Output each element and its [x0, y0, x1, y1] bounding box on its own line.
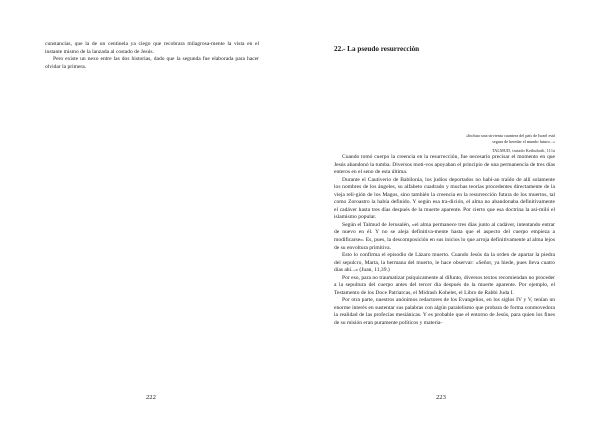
- right-paragraph-5: Por eso, para no traumatizar psíquicamente al difunto, diversos textos recomiendan no proceder a la sepultura del cuerpo antes del tercer día después de la muerte aparente. Por ejemplo, el Testamento de los Doce Patriarcas, el Midrash Kohelet, el Libro de Rabbi Juda I.: [334, 274, 555, 296]
- right-page-number: 223: [436, 394, 446, 401]
- epigraph-source: TALMUD, tratado Kethuboth, 111a: [491, 147, 555, 153]
- left-paragraph-1: cunstancias, que la de un centinela ya ciego que recobrara milagrosa-mente la vista en el instante mismo de la lanzada al costado de Jesús.: [45, 41, 259, 55]
- right-page-body: [334, 154, 555, 328]
- left-page-number: 222: [146, 394, 156, 401]
- chapter-title: 22.- La pseudo resurrección: [334, 45, 420, 53]
- right-paragraph-1: Cuando tomó cuerpo la creencia en la resurrección, fue necesario precisar el momento en que Jesús abandonó la tumba. Diversos moti-vos apoyaban el principio de una permanencia de tres días enteros en el seno de esta última.: [334, 154, 555, 176]
- epigraph: [455, 133, 555, 154]
- epigraph-quote: «Incluso una sirvienta cuantera del país de Israel está segura de heredar el mundo futuro...»: [465, 133, 555, 145]
- right-paragraph-2: Durante el Cautiverio de Babilonia, los judíos deportados no habí-an traído de allí solamente los nombres de los ángeles, su alfabeto cuadrado y muchas teorías procedentes directamente de la vieja reli-gión de los Magos, sino también la creencia en la resurrección futura de los muertos, tal como Zoroastro la había definido. Y según esa tra-dición, el alma no abandonaba definitivamente el cadáver hasta tres días después de la muerte aparente. Por cierto que esa doctrina la asi-miló el islamismo popular.: [334, 176, 555, 221]
- left-paragraph-2: Pero existe un nexo entre las dos historias, dado que la segunda fue elaborada para hacer olvidar la primera.: [45, 56, 259, 70]
- left-page-body: [45, 41, 259, 71]
- right-paragraph-3: Según el Talmud de Jerusalén, «el alma permanece tres días junto al cadáver, intentando entrar de nuevo en él. Y no se aleja definitiva-mente hasta que el aspecto del cuerpo empieza a modificarse». Es, pues, la descomposición en sus inicios lo que arroja definitivamente al alma lejos de su envoltura primitiva.: [334, 221, 555, 251]
- right-paragraph-4: Esto lo confirma el episodio de Lázaro muerto. Cuando Jesús da la orden de apartar la piedra del sepulcro, Marta, la hermana del muerto, le hace observar: «Señor, ya hiede, pues lleva cuatro días ahí...» (Juan, 11,39.): [334, 252, 555, 274]
- right-paragraph-6: Por otra parte, nuestros anónimos redactores de los Evangelios, en los siglos IV y V, tenían un enorme interés en sustentar sus palabras con algún paralelismo que probara de forma conmovedora la realidad de las profecías mesiánicas. Y es probable que el entorno de Jesús, para quien los fines de su misión eran puramente políticos y materia-: [334, 297, 555, 327]
